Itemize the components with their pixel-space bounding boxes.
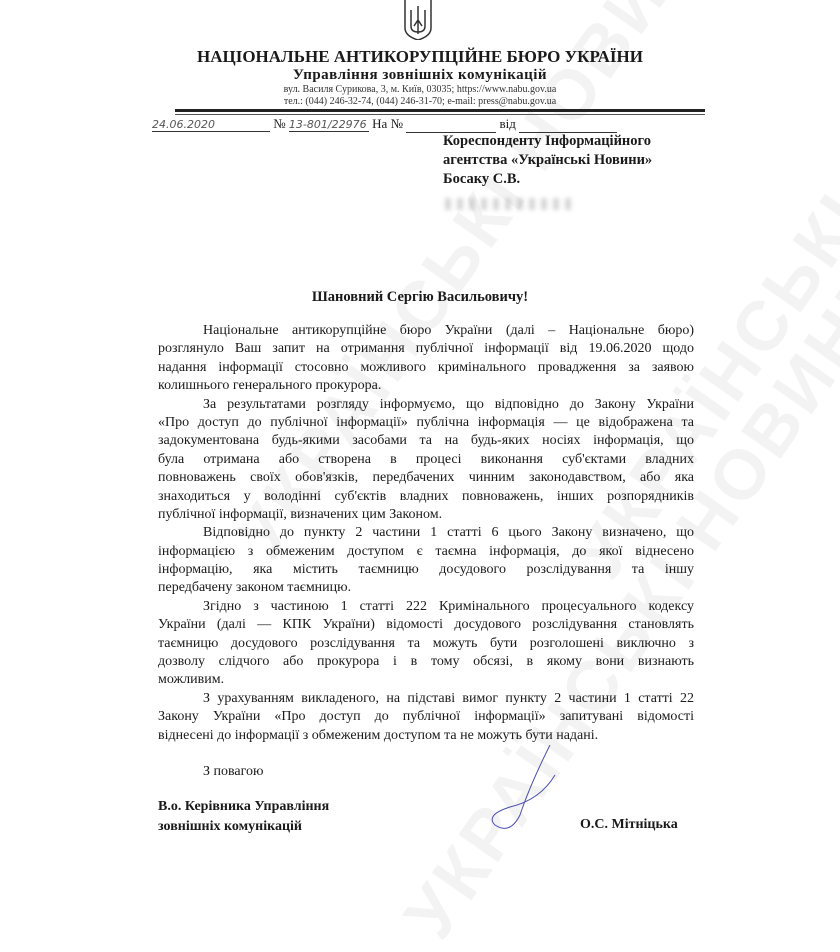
- paragraph-line: Національне антикорупційне бюро України (далі – Національне бюро): [203, 323, 694, 338]
- address: вул. Василя Сурикова, 3, м. Київ, 03035; https://www.nabu.gov.ua: [283, 84, 557, 95]
- ref-label: На №: [372, 116, 403, 131]
- paragraph-line: віднесені до інформації з обмеженим доступом та не можуть бути надані.: [158, 727, 599, 743]
- position-line: зовнішніх комунікацій: [158, 819, 302, 834]
- addressee: [443, 132, 652, 189]
- addressee-line: Кореспонденту Інформаційного: [443, 133, 652, 149]
- coat-of-arms-icon: [403, 0, 433, 40]
- paragraph-line: За результатами розгляду інформуємо, що відповідно до Закону України: [203, 396, 694, 412]
- paragraph-line: інформацію, яка містить таємницю досудового розслідування та іншу: [158, 562, 694, 578]
- organization-name: НАЦІОНАЛЬНЕ АНТИКОРУПЦІЙНЕ БЮРО УКРАЇНИ: [197, 47, 643, 66]
- number-label: №: [273, 116, 286, 131]
- outgoing-number: 13-801/22976: [289, 118, 369, 132]
- registration-line: [152, 116, 617, 133]
- signatory-name: О.С. Мітніцька: [580, 817, 678, 832]
- contacts: тел.: (044) 246-32-74, (044) 246-31-70; e-mail: press@nabu.gov.ua: [283, 96, 557, 107]
- paragraph-line: «Про доступ до публічної інформації» публічна інформація — це відображена та: [158, 414, 694, 430]
- letter-body: [158, 322, 694, 745]
- paragraph-line: Закону України «Про доступ до публічної інформації» запитувані відомості: [158, 709, 694, 725]
- position-line: В.о. Керівника Управління: [158, 799, 330, 814]
- paragraph-line: колишнього генерального прокурора.: [158, 378, 382, 394]
- paragraph-line: дозволу слідчого або прокурора і в тому обсязі, в якому вони визнають: [158, 654, 694, 670]
- paragraph-line: публічної інформації, визначених цим Законом.: [158, 506, 443, 522]
- paragraph-line: розглянуло Ваш запит на отримання публічної інформації від 19.06.2020 щодо: [158, 341, 694, 357]
- paragraph-line: України (далі — КПК України) відомості досудового розслідування становлять: [158, 617, 694, 633]
- paragraph-line: передбачену законом таємницю.: [158, 580, 352, 596]
- header-divider-thin: [175, 114, 705, 115]
- paragraph-line: надання інформації стосовно можливого кримінального провадження за заявою: [158, 359, 694, 375]
- paragraph-line: Відповідно до пункту 2 частини 1 статті 6 цього Закону визначено, що: [203, 525, 694, 541]
- paragraph-line: інформацією з обмеженим доступом є таємна інформація, до якої віднесено: [158, 543, 694, 559]
- paragraph-line: можливим.: [158, 672, 225, 688]
- outgoing-date: 24.06.2020: [152, 118, 270, 132]
- addressee-line: агентства «Українські Новини»: [443, 152, 653, 168]
- paragraph-line: була отримана або створена в процесі виконання суб'єктами владних: [158, 451, 694, 467]
- paragraph-line: задокументована будь-якими засобами та на будь-яких носіях інформація, що: [158, 433, 694, 449]
- handwritten-signature: [470, 745, 590, 833]
- from-label: від: [499, 116, 516, 131]
- redacted-text: [445, 198, 575, 210]
- signatory-position: [158, 797, 329, 837]
- closing: З повагою: [203, 764, 264, 779]
- addressee-line: Босаку С.В.: [443, 171, 521, 187]
- paragraph-line: Згідно з частиною 1 статті 222 Кримінального процесуального кодексу: [203, 598, 694, 614]
- paragraph-line: З урахуванням викладеного, на підставі вимог пункту 2 частини 1 статті 22: [203, 690, 694, 706]
- department-name: Управління зовнішніх комунікацій: [292, 67, 548, 83]
- header-divider: [175, 109, 705, 112]
- paragraph-line: повноважень своїх обов'язків, передбачених чинним законодавством, або яка: [158, 470, 694, 486]
- paragraph-line: таємницю досудового розслідування та можуть бути розголошені виключно з: [158, 635, 694, 651]
- greeting: Шановний Сергію Васильовичу!: [311, 289, 529, 305]
- paragraph-line: знаходиться у володінні суб'єктів владних повноважень, інших розпорядників: [158, 488, 694, 504]
